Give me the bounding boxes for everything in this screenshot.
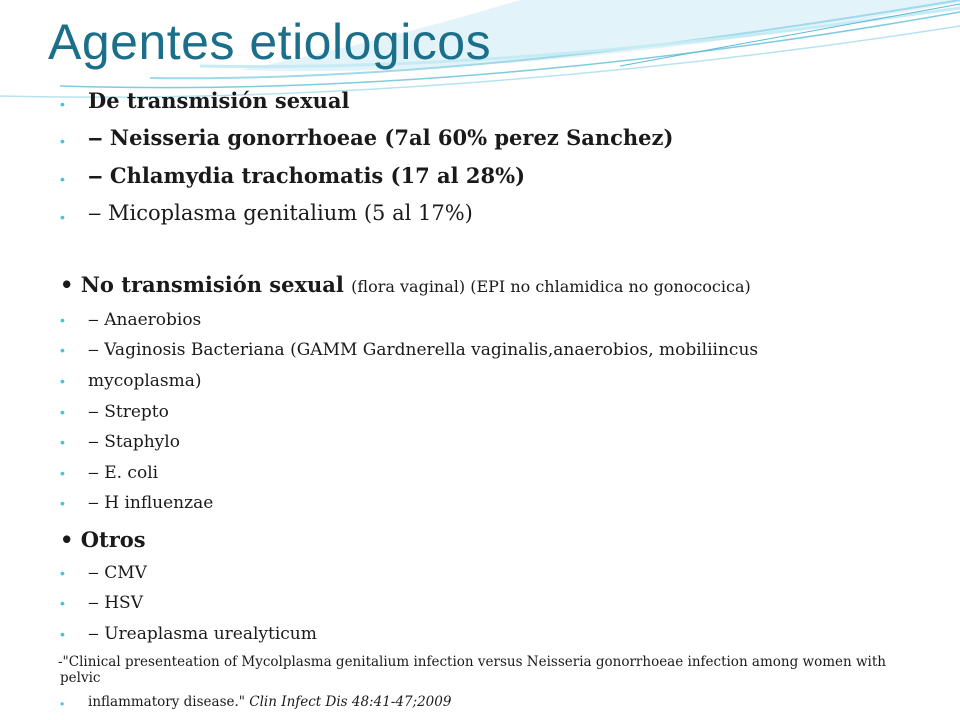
bullet-icon: • (60, 171, 65, 187)
group1-item: ‒ Chlamydia trachomatis (17 al 28%) (88, 163, 526, 188)
group1-item: ‒ Micoplasma genitalium (5 al 17%) (88, 201, 473, 225)
group1-item: ‒ Neisseria gonorrhoeae (7al 60% perez Sanchez) (88, 125, 674, 150)
section-bullet-icon: • (60, 527, 81, 552)
bullet-icon: • (60, 565, 65, 581)
footnote-citation-cont (88, 694, 451, 710)
group2-item: ‒ Vaginosis Bacteriana (GAMM Gardnerella vaginalis,anaerobios, mobiliincus (88, 340, 759, 360)
bullet-icon: • (60, 373, 65, 389)
footnote-journal: Clin Infect Dis 48:41-47;2009 (249, 694, 452, 710)
group3-item: ‒ Ureaplasma urealyticum (88, 624, 317, 644)
group2-item: ‒ Staphylo (88, 432, 180, 452)
bullet-icon: • (60, 626, 65, 642)
group2-item: ‒ H influenzae (88, 493, 214, 513)
group2-item: ‒ Anaerobios (88, 310, 202, 330)
bullet-icon: • (60, 96, 65, 112)
group2-item: ‒ Strepto (88, 402, 169, 422)
group2-item: mycoplasma) (88, 371, 202, 391)
bullet-icon: • (60, 209, 65, 225)
group2-heading-line (60, 272, 751, 297)
bullet-icon: • (60, 342, 65, 358)
footnote-citation: -"Clinical presenteation of Mycolplasma genitalium infection versus Neisseria gonorrhoeae infection among women with pelvic (58, 654, 886, 686)
group3-item: ‒ CMV (88, 563, 147, 583)
section-bullet-icon: • (60, 272, 81, 297)
bullet-icon: • (60, 495, 65, 511)
bullet-icon: • (60, 465, 65, 481)
bullet-icon: • (60, 697, 65, 711)
group3-heading-line (60, 527, 146, 552)
bullet-icon: • (60, 595, 65, 611)
bullet-icon: • (60, 133, 65, 149)
group2-heading: No transmisión sexual (80, 272, 344, 297)
bullet-icon: • (60, 312, 65, 328)
group1-heading: De transmisión sexual (88, 88, 350, 113)
slide-title: Agentes etiologicos (48, 14, 492, 70)
group2-note: (flora vaginal) (EPI no chlamidica no gonococica) (351, 277, 751, 296)
group2-item: ‒ E. coli (88, 463, 159, 483)
group3-heading: Otros (80, 527, 146, 552)
group3-item: ‒ HSV (88, 593, 143, 613)
bullet-icon: • (60, 434, 65, 450)
bullet-icon: • (60, 404, 65, 420)
footnote-text: inflammatory disease." (88, 694, 250, 710)
